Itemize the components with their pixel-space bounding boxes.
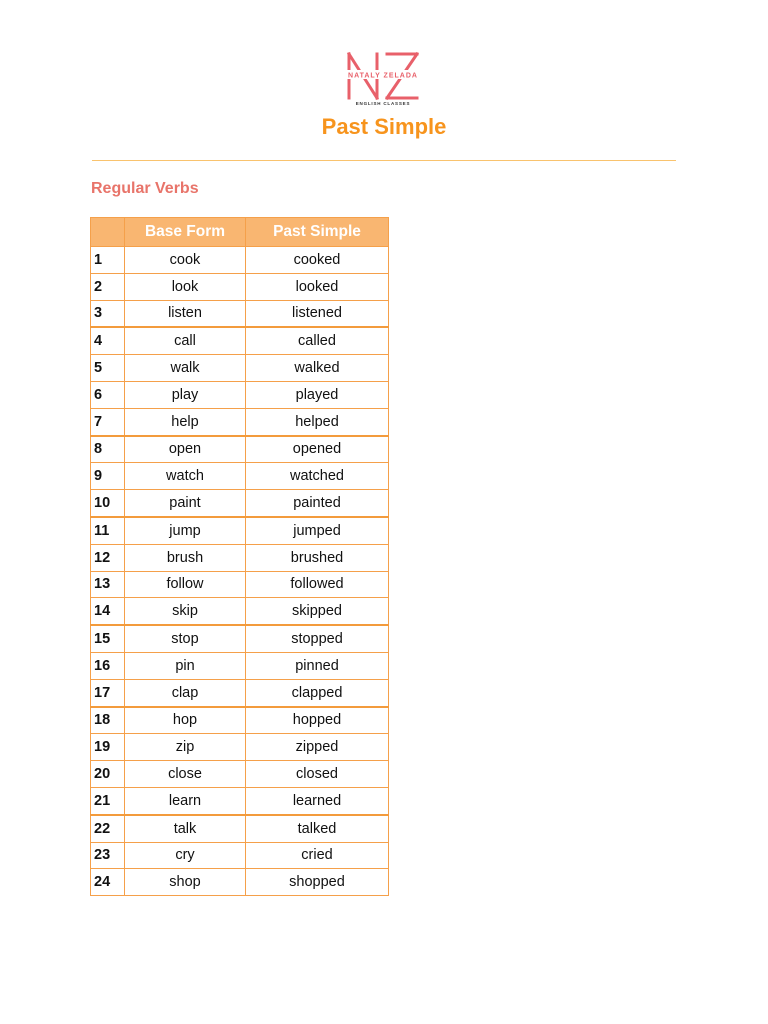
base-form-cell: brush [125,544,246,571]
table-row [91,436,389,463]
base-form-cell: call [125,327,246,354]
row-number: 22 [91,815,125,842]
table-row [91,869,389,896]
table-row [91,517,389,544]
base-form-cell: play [125,381,246,408]
table-row [91,300,389,327]
row-number: 5 [91,355,125,382]
table-row [91,679,389,706]
base-form-cell: learn [125,787,246,814]
base-form-cell: skip [125,598,246,625]
table-row [91,327,389,354]
table-row [91,490,389,517]
row-number: 6 [91,381,125,408]
header-past-simple: Past Simple [246,218,389,247]
row-number: 3 [91,300,125,327]
past-simple-cell: shopped [246,869,389,896]
table-row [91,463,389,490]
row-number: 21 [91,787,125,814]
verbs-table-body [91,247,389,896]
table-row [91,355,389,382]
base-form-cell: open [125,436,246,463]
past-simple-cell: walked [246,355,389,382]
base-form-cell: watch [125,463,246,490]
table-row [91,707,389,734]
past-simple-cell: stopped [246,625,389,652]
base-form-cell: cook [125,247,246,274]
title-divider [92,160,676,161]
verbs-table [90,217,389,896]
base-form-cell: close [125,761,246,788]
base-form-cell: cry [125,842,246,869]
past-simple-cell: closed [246,761,389,788]
past-simple-cell: looked [246,273,389,300]
base-form-cell: walk [125,355,246,382]
past-simple-cell: called [246,327,389,354]
past-simple-cell: zipped [246,734,389,761]
table-row [91,247,389,274]
past-simple-cell: played [246,381,389,408]
past-simple-cell: cooked [246,247,389,274]
past-simple-cell: learned [246,787,389,814]
table-row [91,652,389,679]
table-row [91,408,389,435]
base-form-cell: follow [125,571,246,598]
table-row [91,625,389,652]
base-form-cell: listen [125,300,246,327]
row-number: 2 [91,273,125,300]
past-simple-cell: brushed [246,544,389,571]
logo-tagline-text: ENGLISH CLASSES [355,101,411,106]
past-simple-cell: painted [246,490,389,517]
header-base-form: Base Form [125,218,246,247]
table-row [91,273,389,300]
row-number: 9 [91,463,125,490]
past-simple-cell: talked [246,815,389,842]
base-form-cell: look [125,273,246,300]
past-simple-cell: helped [246,408,389,435]
nz-logo-mark [343,50,423,108]
past-simple-cell: jumped [246,517,389,544]
row-number: 4 [91,327,125,354]
base-form-cell: hop [125,707,246,734]
past-simple-cell: listened [246,300,389,327]
row-number: 20 [91,761,125,788]
page-title: Past Simple [321,114,447,139]
past-simple-cell: clapped [246,679,389,706]
row-number: 13 [91,571,125,598]
past-simple-cell: followed [246,571,389,598]
row-number: 16 [91,652,125,679]
row-number: 11 [91,517,125,544]
table-row [91,544,389,571]
section-heading: Regular Verbs [91,180,199,197]
table-row [91,734,389,761]
row-number: 12 [91,544,125,571]
table-row [91,815,389,842]
past-simple-cell: hopped [246,707,389,734]
header-number [91,218,125,247]
row-number: 7 [91,408,125,435]
table-row [91,787,389,814]
base-form-cell: stop [125,625,246,652]
table-row [91,381,389,408]
row-number: 1 [91,247,125,274]
brand-logo [343,50,423,108]
table-row [91,842,389,869]
base-form-cell: jump [125,517,246,544]
base-form-cell: paint [125,490,246,517]
table-row [91,761,389,788]
row-number: 8 [91,436,125,463]
base-form-cell: shop [125,869,246,896]
row-number: 14 [91,598,125,625]
past-simple-cell: cried [246,842,389,869]
row-number: 23 [91,842,125,869]
past-simple-cell: opened [246,436,389,463]
row-number: 10 [91,490,125,517]
base-form-cell: clap [125,679,246,706]
logo-name-text: NATALY ZELADA [348,72,418,80]
base-form-cell: talk [125,815,246,842]
row-number: 19 [91,734,125,761]
row-number: 24 [91,869,125,896]
past-simple-cell: skipped [246,598,389,625]
row-number: 18 [91,707,125,734]
row-number: 17 [91,679,125,706]
base-form-cell: zip [125,734,246,761]
row-number: 15 [91,625,125,652]
base-form-cell: pin [125,652,246,679]
past-simple-cell: watched [246,463,389,490]
base-form-cell: help [125,408,246,435]
table-row [91,571,389,598]
table-row [91,598,389,625]
table-header-row [91,218,389,247]
past-simple-cell: pinned [246,652,389,679]
